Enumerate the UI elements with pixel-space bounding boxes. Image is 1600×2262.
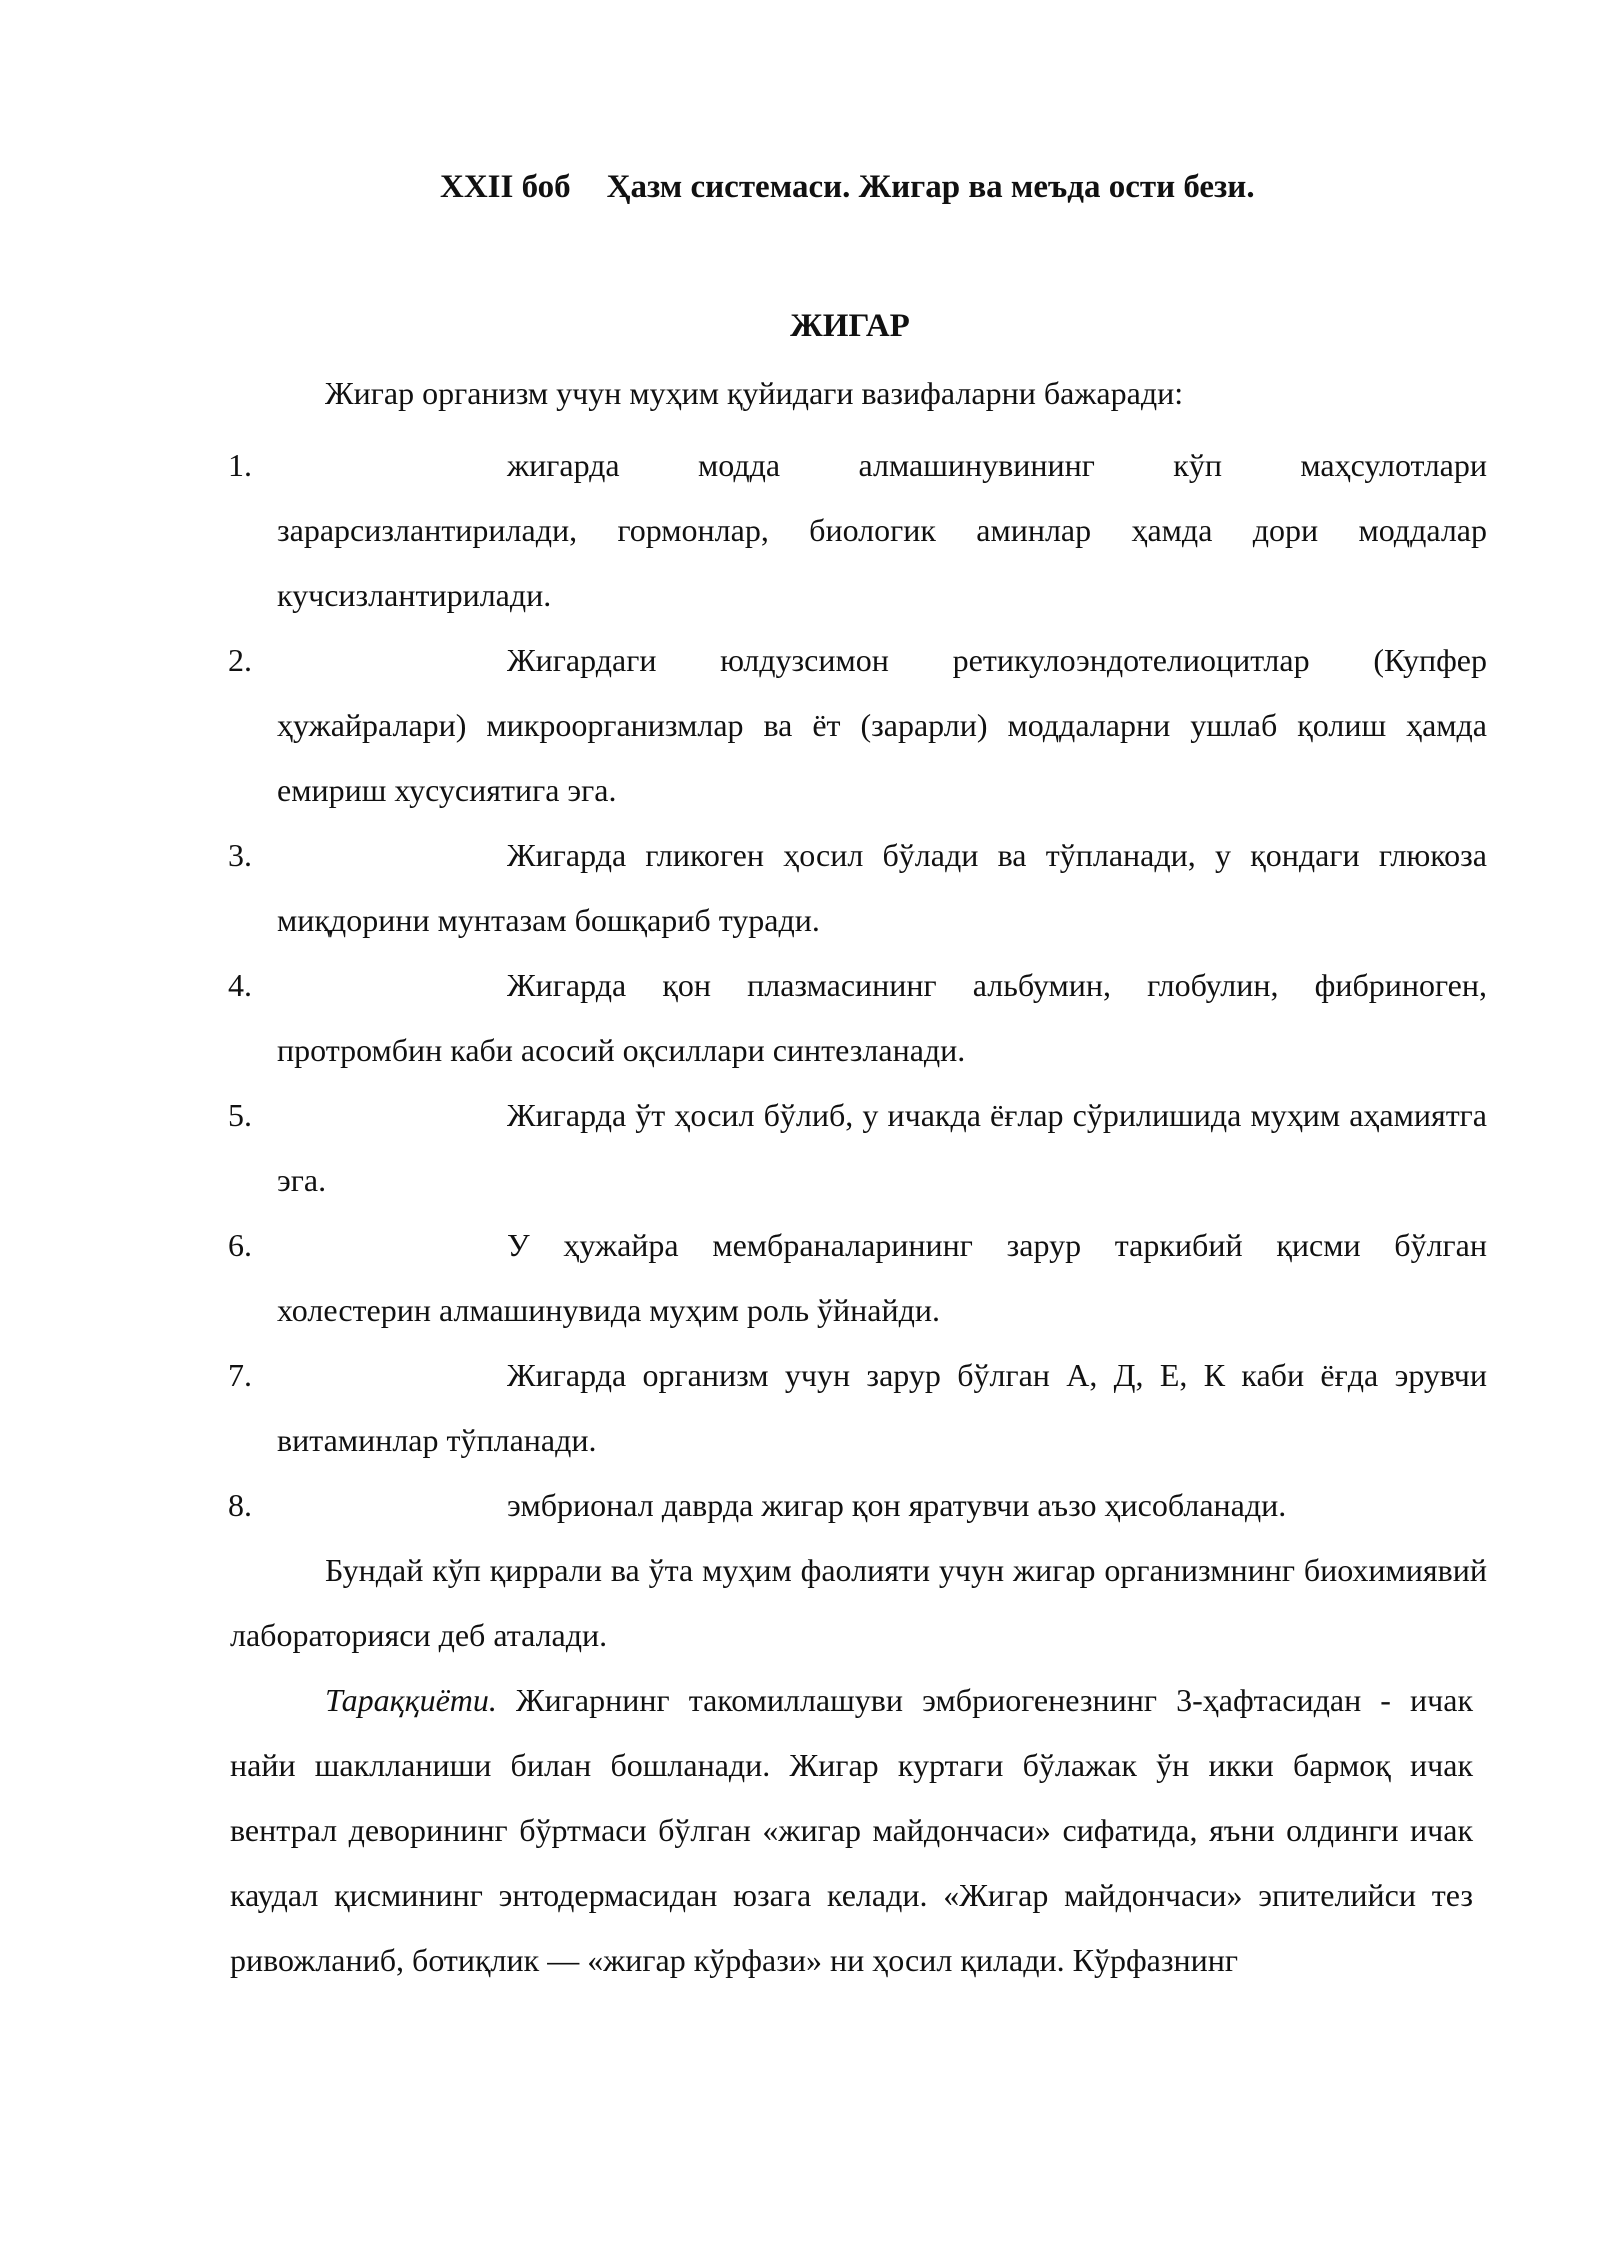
section-heading: ЖИГАР bbox=[790, 308, 910, 344]
intro-paragraph: Жигар организм учун муҳим қуйидаги вазифаларни бажаради: bbox=[325, 375, 1184, 411]
chapter-name: Ҳазм системаси. Жигар ва меъда ости бези. bbox=[606, 169, 1255, 205]
list-item-text: Жигарда қон плазмасининг альбумин, глобулин, фибриноген, протромбин каби асосий оқсиллари синтезланади. bbox=[277, 967, 1487, 1068]
list-item-text: У ҳужайра мембраналарининг зарур таркибий қисми бўлган холестерин алмашинувида муҳим роль ўйнайди. bbox=[277, 1227, 1487, 1328]
development-text: Жигарнинг такомиллашуви эмбриогенезнинг 3-ҳафтасидан - ичак найи шаклланиши билан бошланади. Жигар куртаги бўлажак ўн икки бармоқ ичак вентрал деворининг бўртмаси бўлган «жигар майдончаси» сифатида, яъни олдинги ичак каудал қисмининг энтодермасидан юзага келади. «Жигар майдончаси» эпителийси тез ривожланиб, ботиқлик — «жигар кўрфази» ни ҳосил қилади. Кўрфазнинг bbox=[230, 1682, 1474, 1978]
list-item-text: эмбрионал даврда жигар қон яратувчи аъзо ҳисобланади. bbox=[507, 1487, 1287, 1523]
development-label: Тараққиёти. bbox=[325, 1682, 497, 1718]
list-item-number: 4. bbox=[228, 967, 252, 1003]
development-paragraph bbox=[230, 1668, 1473, 1993]
summary-paragraph: Бундай кўп қиррали ва ўта муҳим фаолияти учун жигар организмнинг биохимиявий лабораторияси деб аталади. bbox=[230, 1552, 1487, 1653]
chapter-title bbox=[440, 166, 1255, 208]
list-item-text: Жигарда ўт ҳосил бўлиб, у ичакда ёғлар сўрилишида муҳим аҳамиятга эга. bbox=[277, 1097, 1487, 1198]
list-item-number: 6. bbox=[228, 1227, 252, 1263]
list-item-number: 2. bbox=[228, 642, 252, 678]
list-item-text: Жигарда гликоген ҳосил бўлади ва тўпланади, у қондаги глюкоза миқдорини мунтазам бошқариб туради. bbox=[277, 837, 1487, 938]
list-item-number: 3. bbox=[228, 837, 252, 873]
list-item-text: Жигардаги юлдузсимон ретикулоэндотелиоцитлар (Купфер ҳужайралари) микроорганизмлар ва ёт (зарарли) моддаларни ушлаб қолиш ҳамда емириш хусусиятига эга. bbox=[277, 642, 1487, 808]
list-item-number: 1. bbox=[228, 447, 252, 483]
chapter-number: XXII боб bbox=[440, 169, 571, 205]
list-item-number: 5. bbox=[228, 1097, 252, 1133]
list-item-text: жигарда модда алмашинувининг кўп маҳсулотлари зарарсизлантирилади, гормонлар, биологик аминлар ҳамда дори моддалар кучсизлантирилади. bbox=[277, 447, 1487, 613]
list-item-number: 7. bbox=[228, 1357, 252, 1393]
list-item-text: Жигарда организм учун зарур бўлган А, Д, Е, К каби ёғда эрувчи витаминлар тўпланади. bbox=[277, 1357, 1487, 1458]
list-item-number: 8. bbox=[228, 1487, 252, 1523]
